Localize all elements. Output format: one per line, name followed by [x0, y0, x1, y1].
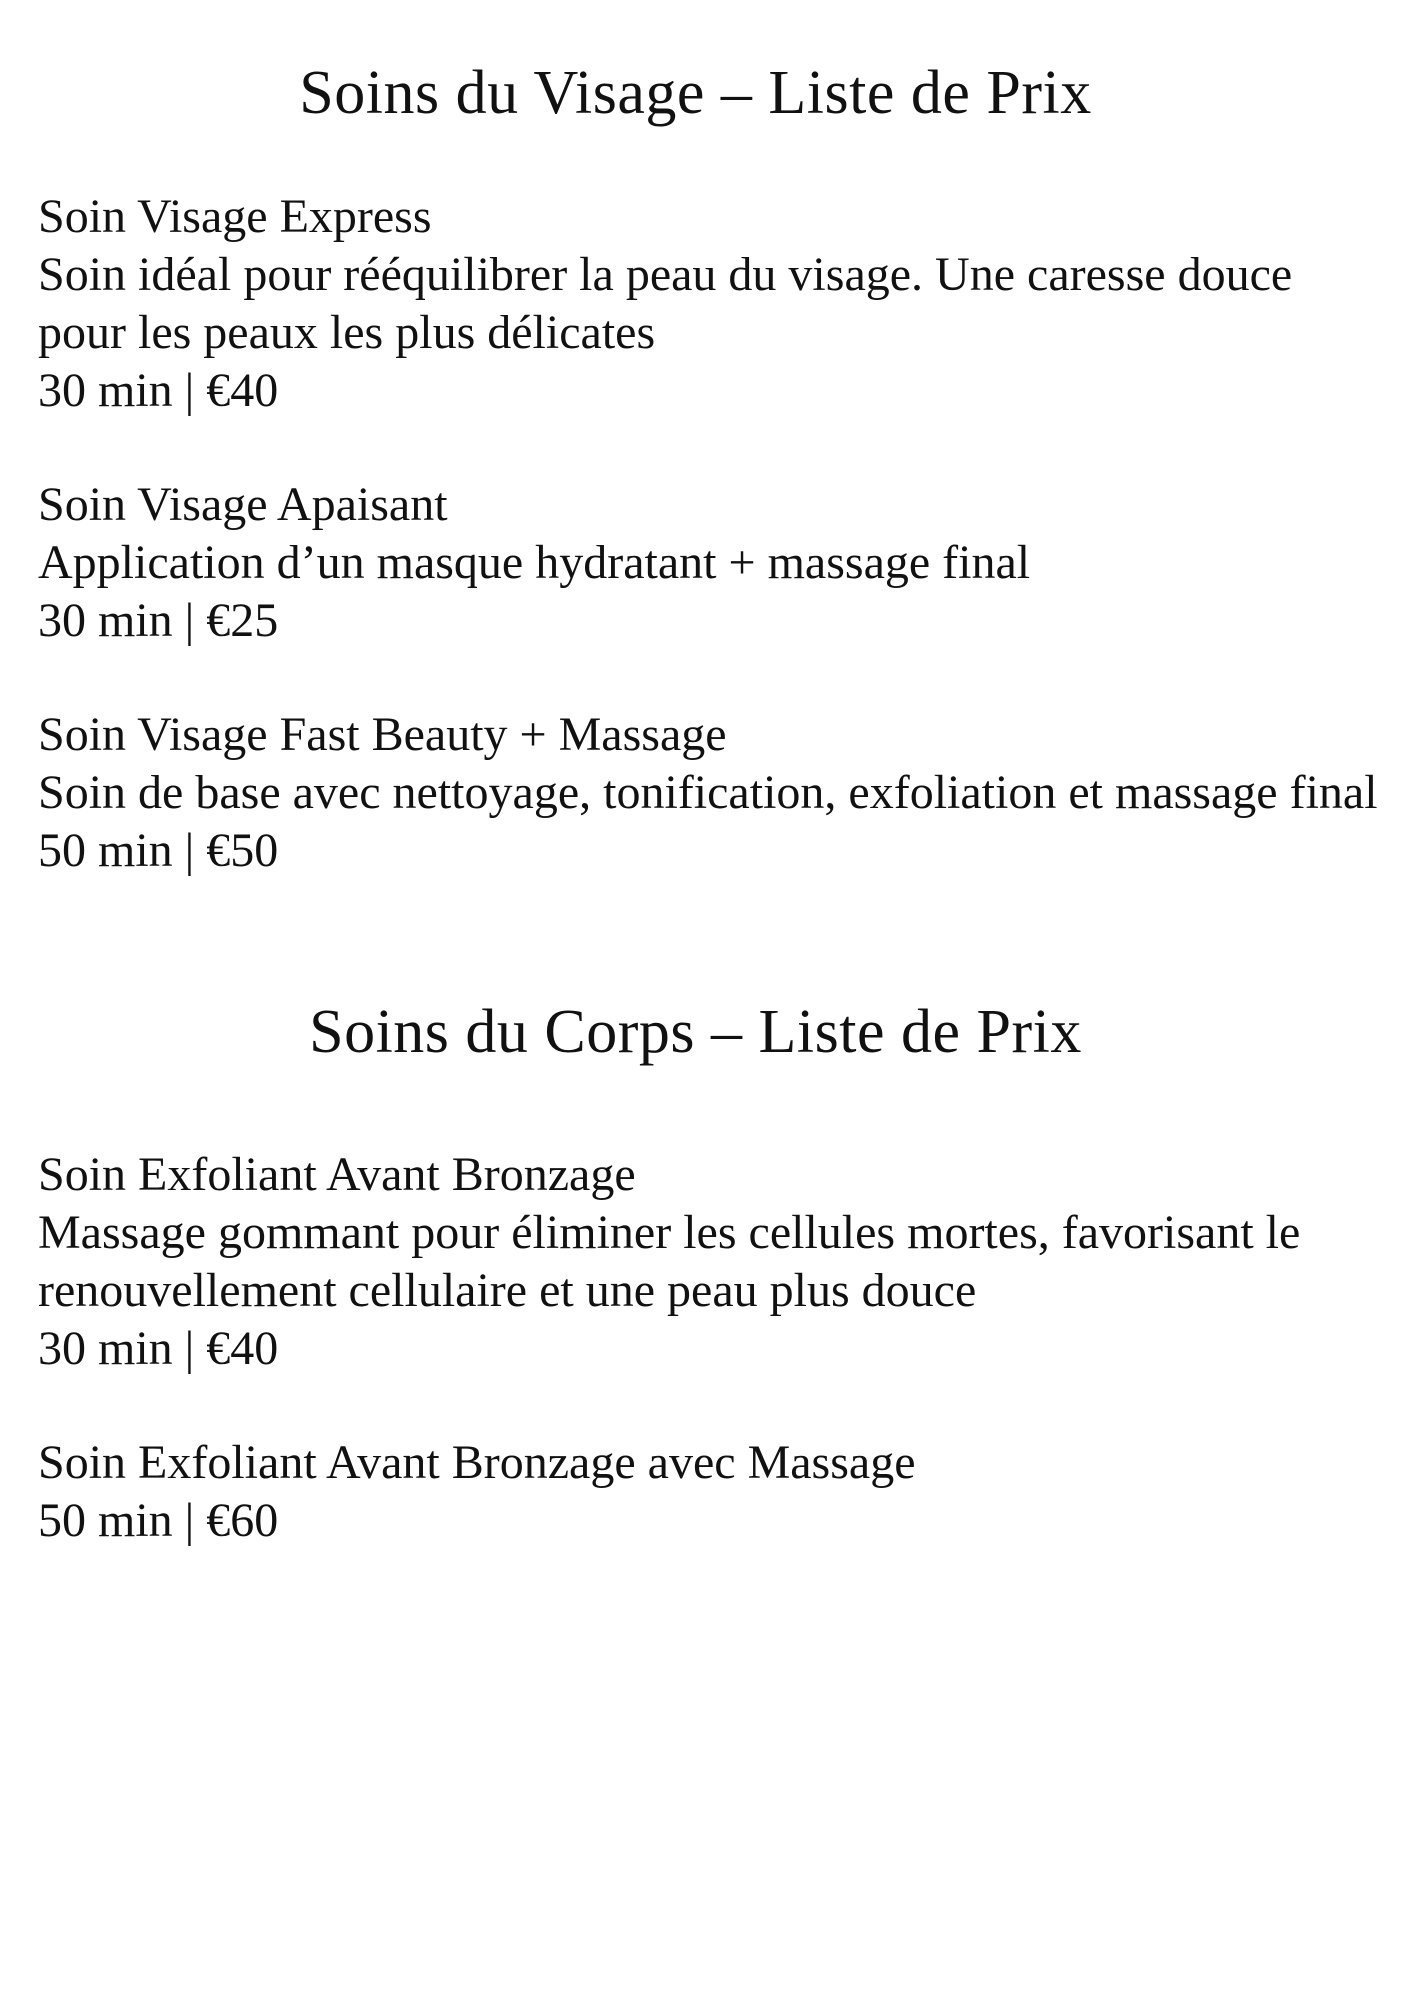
section-soins-du-corps	[38, 987, 1394, 1550]
section-title-text: Soins du Visage – Liste de Prix	[299, 59, 1092, 127]
section-title	[94, 48, 1414, 138]
section-title	[94, 987, 1414, 1077]
service-description-line: Application d’un masque hydratant + massage final	[38, 536, 1031, 589]
service-name: Soin Visage Fast Beauty + Massage	[38, 708, 727, 761]
service-price-line: 30 min | €40	[38, 364, 279, 417]
service-item	[38, 1146, 1394, 1378]
section-soins-du-visage	[38, 48, 1394, 880]
section-title-text: Soins du Corps – Liste de Prix	[309, 998, 1082, 1066]
service-price-line: 50 min | €50	[38, 824, 279, 877]
service-price-line: 30 min | €40	[38, 1322, 279, 1375]
lotus-icon	[1112, 62, 1245, 149]
lotus-icon	[1102, 1001, 1235, 1088]
service-name: Soin Exfoliant Avant Bronzage avec Massage	[38, 1436, 916, 1489]
service-item	[38, 706, 1394, 880]
service-description-line: renouvellement cellulaire et une peau plus douce	[38, 1264, 977, 1317]
service-description-line: Soin de base avec nettoyage, tonification, exfoliation et massage final	[38, 766, 1378, 819]
service-description-line: Soin idéal pour rééquilibrer la peau du visage. Une caresse douce	[38, 248, 1293, 301]
service-description-line: Massage gommant pour éliminer les cellules mortes, favorisant le	[38, 1206, 1301, 1259]
service-price-line: 50 min | €60	[38, 1494, 279, 1547]
service-description-line: pour les peaux les plus délicates	[38, 306, 656, 359]
service-item	[38, 476, 1394, 650]
service-item	[38, 188, 1394, 420]
service-price-line: 30 min | €25	[38, 594, 279, 647]
service-item	[38, 1434, 1394, 1550]
service-name: Soin Visage Apaisant	[38, 478, 448, 531]
service-name: Soin Exfoliant Avant Bronzage	[38, 1148, 636, 1201]
service-name: Soin Visage Express	[38, 190, 432, 243]
